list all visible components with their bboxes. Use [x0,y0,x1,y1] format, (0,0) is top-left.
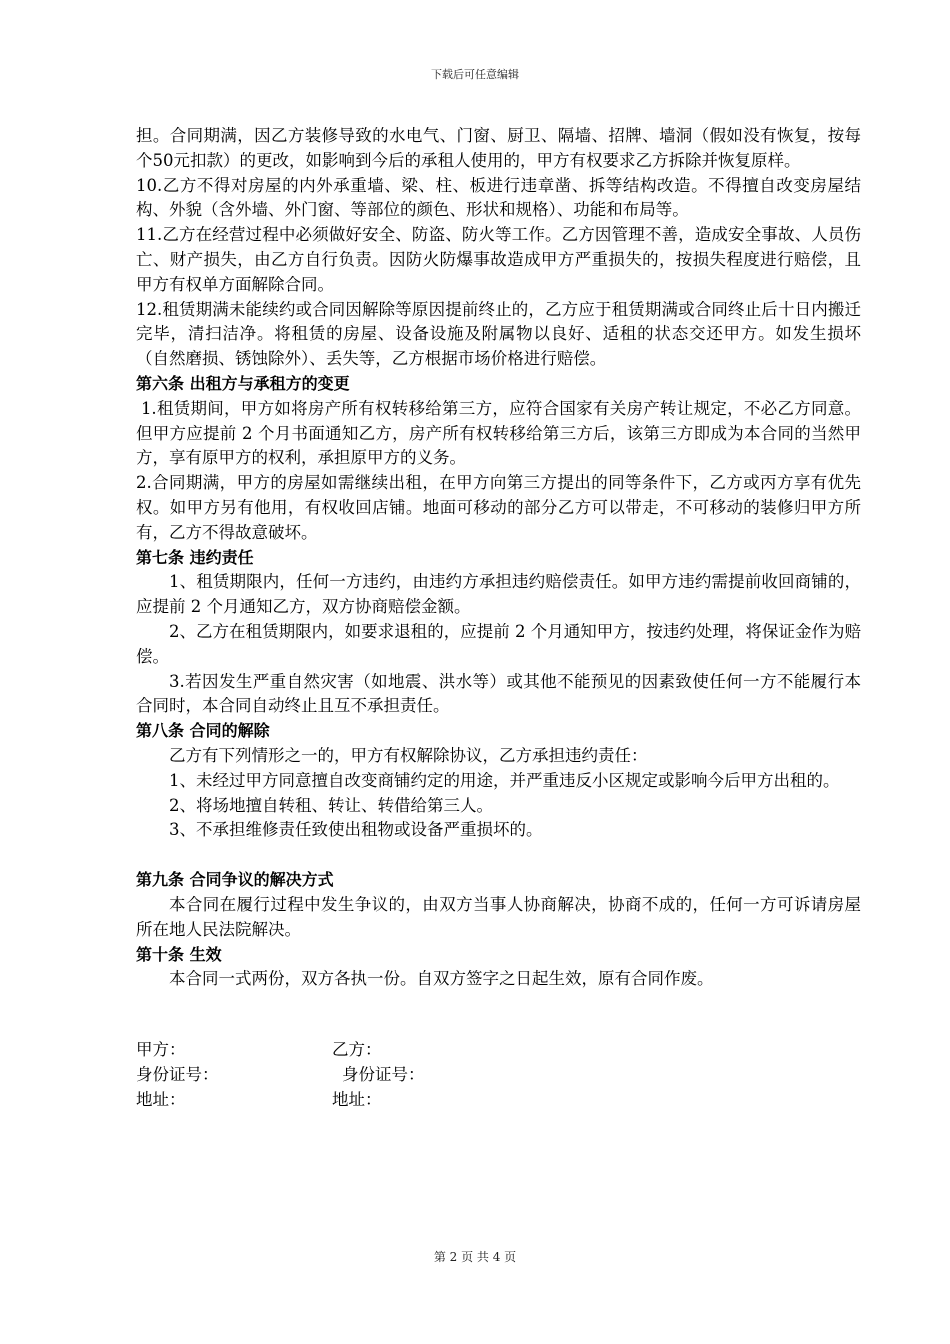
page-header: 下载后可任意编辑 [431,68,519,81]
signature-row [136,1088,861,1113]
section-heading: 第十条 生效 [136,944,222,964]
clause-paragraph: 2.合同期满，甲方的房屋如需继续出租，在甲方向第三方提出的同等条件下，乙方或丙方享有优先权。如甲方另有他用，有权收回店铺。地面可移动的部分乙方可以带走，不可移动的装修归甲方所有，乙方不得故意破坏。 [136,473,861,542]
clause-paragraph: 3、不承担维修责任致使出租物或设备严重损坏的。 [169,820,543,840]
clause-paragraph: 12.租赁期满未能续约或合同因解除等原因提前终止的，乙方应于租赁期满或合同终止后十日内搬迁完毕，清扫洁净。将租赁的房屋、设备设施及附属物以良好、适租的状态交还甲方。如发生损坏（自然磨损、锈蚀除外）、丢失等，乙方根据市场价格进行赔偿。 [136,299,861,369]
section-heading: 第九条 合同争议的解决方式 [136,870,334,890]
clause-paragraph: 1.租赁期间，甲方如将房产所有权转移给第三方，应符合国家有关房产转让规定，不必乙方同意。但甲方应提前 2 个月书面通知乙方，房产所有权转移给第三方后，该第三方即成为本合同的当然甲方，享有原甲方的权利，承担原甲方的义务。 [136,398,861,468]
party-a-id-label: 身份证号： [136,1064,219,1084]
section-heading: 第六条 出租方与承租方的变更 [136,373,350,393]
clause-paragraph: 1、未经过甲方同意擅自改变商铺约定的用途，并严重违反小区规定或影响今后甲方出租的。 [169,770,840,790]
section-heading: 第八条 合同的解除 [136,721,270,741]
clause-paragraph: 本合同在履行过程中发生争议的，由双方当事人协商解决，协商不成的，任何一方可诉请房屋所在地人民法院解决。 [136,894,861,939]
blank-space [136,992,861,1038]
clause-paragraph: 3.若因发生严重自然灾害（如地震、洪水等）或其他不能预见的因素致使任何一方不能履行本合同时，本合同自动终止且互不承担责任。 [136,671,861,716]
clause-paragraph: 担。合同期满，因乙方装修导致的水电气、门窗、厨卫、隔墙、招牌、墙洞（假如没有恢复，按每个50元扣款）的更改，如影响到今后的承租人使用的，甲方有权要求乙方拆除并恢复原样。 [136,126,861,170]
party-b-address-label: 地址： [332,1089,382,1109]
clause-paragraph: 11.乙方在经营过程中必须做好安全、防盗、防火等工作。乙方因管理不善，造成安全事故、人员伤亡、财产损失，由乙方自行负责。因防火防爆事故造成甲方严重损失的，按损失程度进行赔偿，且甲方有权单方面解除合同。 [136,225,861,294]
clause-paragraph: 2、将场地擅自转租、转让、转借给第三人。 [169,795,493,815]
section-heading: 第七条 违约责任 [136,547,254,567]
blank-line [136,843,861,868]
party-b-label: 乙方： [332,1040,382,1060]
signature-row [136,1038,861,1063]
party-b-id-label: 身份证号： [342,1064,425,1084]
clause-paragraph: 1、租赁期限内，任何一方违约，由违约方承担违约赔偿责任。如甲方违约需提前收回商铺的，应提前 2 个月通知乙方，双方协商赔偿金额。 [136,572,861,617]
clause-paragraph: 2、乙方在租赁期限内，如要求退租的，应提前 2 个月通知甲方，按违约处理，将保证金作为赔偿。 [136,621,861,666]
clause-paragraph: 10.乙方不得对房屋的内外承重墙、梁、柱、板进行违章凿、拆等结构改造。不得擅自改变房屋结构、外貌（含外墙、外门窗、等部位的颜色、形状和规格）、功能和布局等。 [136,175,861,220]
clause-paragraph: 本合同一式两份，双方各执一份。自双方签字之日起生效，原有合同作废。 [169,969,714,989]
signature-row [136,1063,861,1088]
document-body [136,124,861,1112]
party-a-label: 甲方： [136,1040,186,1060]
party-a-address-label: 地址： [136,1089,186,1109]
page-footer: 第 2 页 共 4 页 [433,1250,517,1264]
clause-paragraph: 乙方有下列情形之一的，甲方有权解除协议，乙方承担违约责任： [169,745,648,765]
